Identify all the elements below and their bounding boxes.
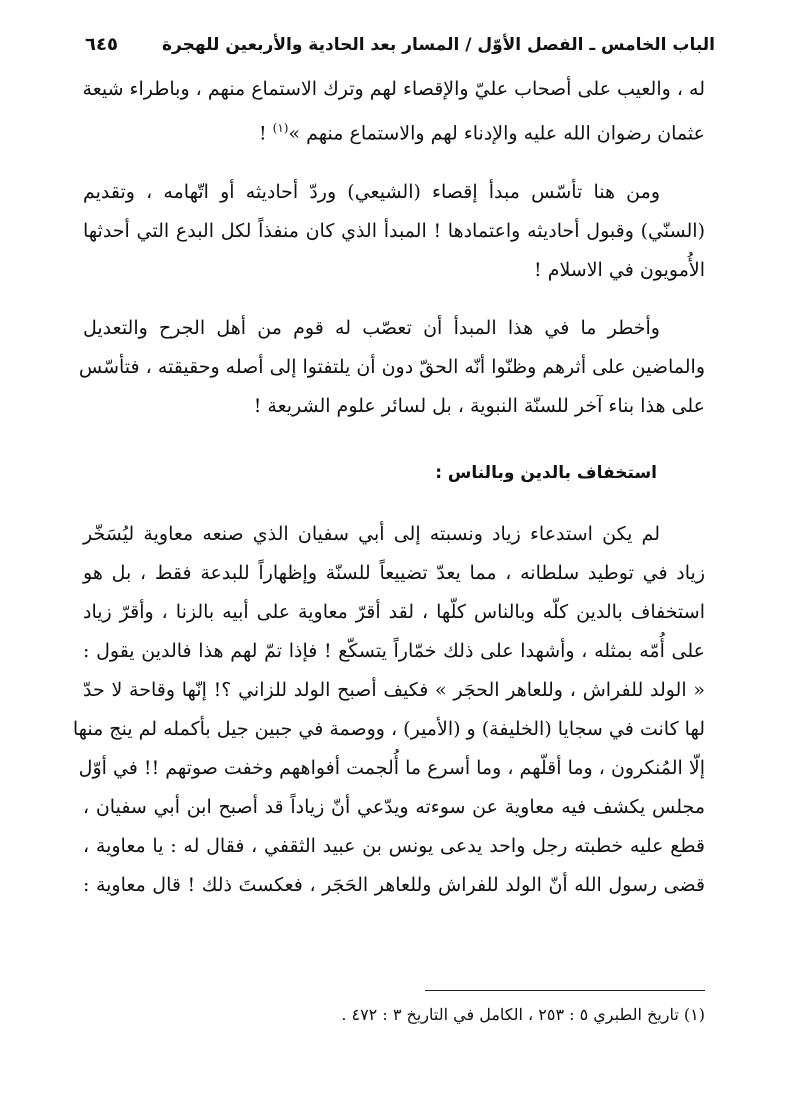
paragraph-4-line-1: لم يكن استدعاء زياد ونسبته إلى أبي سفيان الذي صنعه معاوية ليُسَخّر xyxy=(83,523,660,546)
paragraph-3 xyxy=(78,309,705,426)
footnote: (١) تاريخ الطبري ٥ : ٢٥٣ ، الكامل في التاريخ ٣ : ٤٧٢ . xyxy=(341,1005,705,1024)
paragraph-3-line-3: على هذا بناء آخر للسنّة النبوية ، بل لسائر علوم الشريعة ! xyxy=(253,395,705,418)
paragraph-4-line-3: استخفاف بالدين كلّه وبالناس كلّها ، لقد أقرّ معاوية على أبيه بالزنا ، وأقرّ زياد xyxy=(83,601,705,624)
page-body xyxy=(72,70,705,905)
page-number: ٦٤٥ xyxy=(85,34,118,55)
paragraph-3-line-1: وأخطر ما في هذا المبدأ أن تعصّب له قوم من أهل الجرح والتعديل xyxy=(83,317,660,340)
paragraph-1 xyxy=(83,70,705,153)
footnote-reference: (١) xyxy=(272,121,289,135)
paragraph-2-line-1: ومن هنا تأسّس مبدأ إقصاء (الشيعي) وردّ أحاديثه أو اتّهامه ، وتقديم xyxy=(83,181,660,204)
paragraph-4-line-4: على أُمّه بمثله ، وأشهدا على ذلك خمّاراً يتسكّع ! فإذا تمّ لهم هذا فالدين يقول : xyxy=(83,640,705,663)
paragraph-4-line-5: « الولد للفراش ، وللعاهر الحجَر » فكيف أصبح الولد للزاني ؟! إنّها وقاحة لا حدّ xyxy=(83,679,705,702)
paragraph-3-line-2: والماضين على أثرهم وظنّوا أنّه الحقّ دون أن يلتفتوا إلى أصله وحقيقته ، فتأسّس xyxy=(78,356,705,379)
paragraph-4-line-10: قضى رسول الله أنّ الولد للفراش وللعاهر الحَجَر ، فعكستَ ذلك ! قال معاوية : xyxy=(83,874,705,897)
paragraph-1-line-2 xyxy=(83,109,705,153)
paragraph-4 xyxy=(72,515,705,905)
running-title: الباب الخامس ـ الفصل الأوّل / المسار بعد الحادية والأربعين للهجرة xyxy=(162,35,715,55)
paragraph-4-line-8: مجلس يكشف فيه معاوية عن سوءته ويدّعي أنّ زياداً قد أصبح ابن أبي سفيان ، xyxy=(83,796,705,819)
paragraph-1-line-2-text: عثمان رضوان الله عليه والإدناء لهم والاستماع منهم » xyxy=(288,122,705,145)
section-heading: استخفاف بالدين وبالناس : xyxy=(435,463,657,484)
paragraph-4-line-9: قطع عليه خطبته رجل واحد يدعى يونس بن عبيد الثقفي ، فقال له : يا معاوية ، xyxy=(83,835,705,858)
footnote-divider xyxy=(425,990,705,991)
page-header xyxy=(85,34,715,60)
paragraph-1-line-1: له ، والعيب على أصحاب عليّ والإقصاء لهم وترك الاستماع منهم ، وباطراء شيعة xyxy=(82,78,705,100)
paragraph-4-line-7: إلّا المُنكرون ، وما أقلّهم ، وما أسرع ما أُلجمت أفواههم وخفت صوتهم !! في أوّل xyxy=(78,757,705,780)
paragraph-2 xyxy=(83,173,705,290)
paragraph-4-line-2: زياد في توطيد سلطانه ، مما يعدّ تضييعاً للسنّة وإظهاراً للبدعة فقط ، بل هو xyxy=(83,562,705,585)
paragraph-1-line-2-end: ! xyxy=(258,122,273,145)
paragraph-2-line-3: الأُمويون في الاسلام ! xyxy=(534,259,705,282)
paragraph-4-line-6: لها كانت في سجايا (الخليفة) و (الأمير) ، ووصمة في جبين جيل بأكمله لم ينج منها xyxy=(72,718,705,741)
paragraph-2-line-2: (السنّي) وقبول أحاديثه واعتمادها ! المبدأ الذي كان منفذاً لكل البدع التي أحدثها xyxy=(83,220,705,243)
